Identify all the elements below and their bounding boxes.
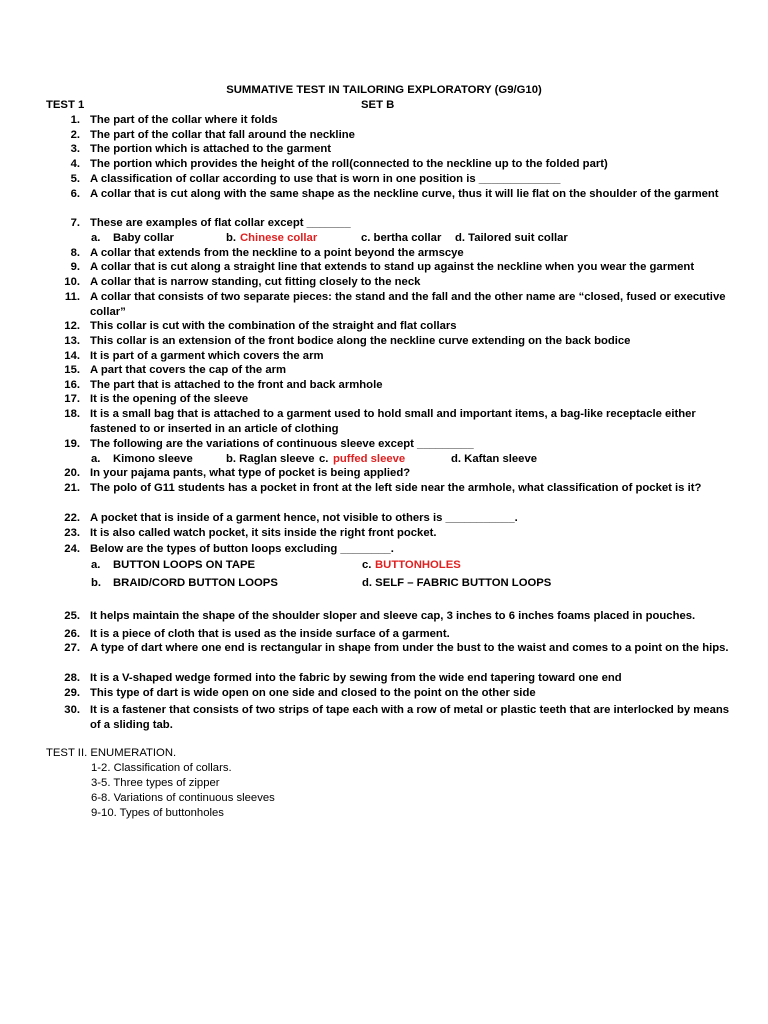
question-number: 14. bbox=[64, 350, 80, 362]
option-c: c. bertha collar bbox=[361, 232, 442, 244]
option-c-answer: puffed sleeve bbox=[333, 453, 406, 465]
question-number: 26. bbox=[64, 628, 80, 640]
question-number: 29. bbox=[64, 687, 80, 699]
option-letter: a. bbox=[91, 232, 101, 244]
question-text: A collar that is cut along with the same shape as the neckline curve, thus it will lie flat on the shoulder of the garment bbox=[90, 188, 719, 200]
question-number: 2. bbox=[70, 129, 80, 141]
question-number: 9. bbox=[70, 261, 80, 273]
option-b: BRAID/CORD BUTTON LOOPS bbox=[113, 577, 278, 589]
question-text: This collar is an extension of the front bodice along the neckline curve extending on the back bodice bbox=[90, 335, 631, 347]
q7-options bbox=[91, 231, 568, 246]
question-text: A collar that is cut along a straight line that extends to stand up against the neckline when you wear the garment bbox=[90, 261, 695, 273]
question-number: 28. bbox=[64, 672, 80, 684]
option-letter: b. bbox=[91, 577, 102, 589]
question-number: 15. bbox=[64, 364, 80, 376]
question-text: Below are the types of button loops excluding ________. bbox=[90, 543, 394, 555]
question-number: 20. bbox=[64, 467, 80, 479]
enumeration-item: 9-10. Types of buttonholes bbox=[91, 807, 224, 819]
option-c-letter: c. bbox=[319, 453, 329, 465]
question-text: It is a fastener that consists of two strips of tape each with a row of metal or plastic teeth that are interlocked by means of a sliding tab. bbox=[90, 704, 730, 731]
question-number: 4. bbox=[70, 158, 80, 170]
option-a: Kimono sleeve bbox=[113, 453, 193, 465]
option-d: d. Kaftan sleeve bbox=[451, 453, 538, 465]
question-number: 1. bbox=[70, 114, 80, 126]
question-text: It is a V-shaped wedge formed into the fabric by sewing from the wide end tapering toward one end bbox=[90, 672, 622, 684]
question-text: A collar that is narrow standing, cut fitting closely to the neck bbox=[90, 276, 421, 288]
q24-options-row2 bbox=[91, 576, 552, 591]
question-text: This type of dart is wide open on one side and closed to the point on the other side bbox=[90, 687, 536, 699]
test1-label: TEST 1 bbox=[46, 99, 85, 111]
question-text: The part of the collar that fall around the neckline bbox=[90, 129, 355, 141]
enumeration-item: 1-2. Classification of collars. bbox=[91, 762, 232, 774]
option-d: d. Tailored suit collar bbox=[455, 232, 568, 244]
option-b: b. Raglan sleeve bbox=[226, 453, 315, 465]
option-letter: a. bbox=[91, 559, 101, 571]
question-number: 13. bbox=[64, 335, 80, 347]
page-title: SUMMATIVE TEST IN TAILORING EXPLORATORY (G9/G10) bbox=[226, 84, 542, 96]
question-text: A classification of collar according to use that is worn in one position is _____________ bbox=[90, 173, 561, 185]
test2-heading: TEST II. ENUMERATION. bbox=[46, 747, 177, 759]
q19-options bbox=[91, 452, 538, 467]
set-label: SET B bbox=[361, 99, 395, 111]
question-text: The part of the collar where it folds bbox=[90, 114, 278, 126]
question-text: This collar is cut with the combination of the straight and flat collars bbox=[90, 320, 457, 332]
question-number: 10. bbox=[64, 276, 80, 288]
question-text: The portion which is attached to the garment bbox=[90, 143, 332, 155]
question-text: The polo of G11 students has a pocket in front at the left side near the armhole, what classification of pocket is it? bbox=[90, 482, 702, 494]
option-d: d. SELF – FABRIC BUTTON LOOPS bbox=[362, 577, 552, 589]
question-number: 3. bbox=[70, 143, 80, 155]
question-number: 5. bbox=[70, 173, 80, 185]
question-number: 6. bbox=[70, 188, 80, 200]
question-text: A type of dart where one end is rectangular in shape from under the bust to the waist and comes to a point on the hips. bbox=[90, 642, 729, 654]
question-text: The part that is attached to the front and back armhole bbox=[90, 379, 383, 391]
question-text: The following are the variations of continuous sleeve except _________ bbox=[90, 438, 474, 450]
option-c-answer: BUTTONHOLES bbox=[375, 559, 461, 571]
question-number: 11. bbox=[64, 291, 80, 303]
question-text: These are examples of flat collar except _______ bbox=[90, 217, 351, 229]
question-text: A part that covers the cap of the arm bbox=[90, 364, 287, 376]
question-text: It is part of a garment which covers the arm bbox=[90, 350, 324, 362]
question-text: It is the opening of the sleeve bbox=[90, 393, 249, 405]
option-b-letter: b. bbox=[226, 232, 237, 244]
question-number: 19. bbox=[64, 438, 80, 450]
option-c-letter: c. bbox=[362, 559, 372, 571]
question-number: 8. bbox=[70, 247, 80, 259]
question-number: 22. bbox=[64, 512, 80, 524]
question-text: A collar that consists of two separate pieces: the stand and the fall and the other name are “closed, fused or executive collar” bbox=[90, 291, 726, 318]
enumeration-item: 6-8. Variations of continuous sleeves bbox=[91, 792, 275, 804]
question-text: It is also called watch pocket, it sits inside the right front pocket. bbox=[90, 527, 437, 539]
question-number: 12. bbox=[64, 320, 80, 332]
question-number: 17. bbox=[64, 393, 80, 405]
question-number: 24. bbox=[64, 543, 80, 555]
question-text: It helps maintain the shape of the shoulder sloper and sleeve cap, 3 inches to 6 inches foams placed in pouches. bbox=[90, 610, 696, 622]
option-letter: a. bbox=[91, 453, 101, 465]
question-text: In your pajama pants, what type of pocket is being applied? bbox=[90, 467, 411, 479]
question-text: A collar that extends from the neckline to a point beyond the armscye bbox=[90, 247, 464, 259]
option-a: BUTTON LOOPS ON TAPE bbox=[113, 559, 256, 571]
q24-options-row1 bbox=[91, 558, 461, 573]
question-number: 21. bbox=[64, 482, 80, 494]
question-number: 16. bbox=[64, 379, 80, 391]
enumeration-item: 3-5. Three types of zipper bbox=[91, 777, 220, 789]
question-number: 27. bbox=[64, 642, 80, 654]
question-text: A pocket that is inside of a garment hence, not visible to others is ___________. bbox=[90, 512, 518, 524]
question-text: The portion which provides the height of the roll(connected to the neckline up to the folded part) bbox=[90, 158, 608, 170]
question-number: 30. bbox=[64, 704, 80, 716]
option-b-answer: Chinese collar bbox=[240, 232, 318, 244]
question-number: 18. bbox=[64, 408, 80, 420]
question-text: It is a piece of cloth that is used as the inside surface of a garment. bbox=[90, 628, 450, 640]
question-number: 25. bbox=[64, 610, 80, 622]
option-a: Baby collar bbox=[113, 232, 174, 244]
question-number: 7. bbox=[70, 217, 80, 229]
question-number: 23. bbox=[64, 527, 80, 539]
question-text: It is a small bag that is attached to a garment used to hold small and important items, a bag-like receptacle either fastened to or inserted in an article of clothing bbox=[90, 408, 696, 435]
